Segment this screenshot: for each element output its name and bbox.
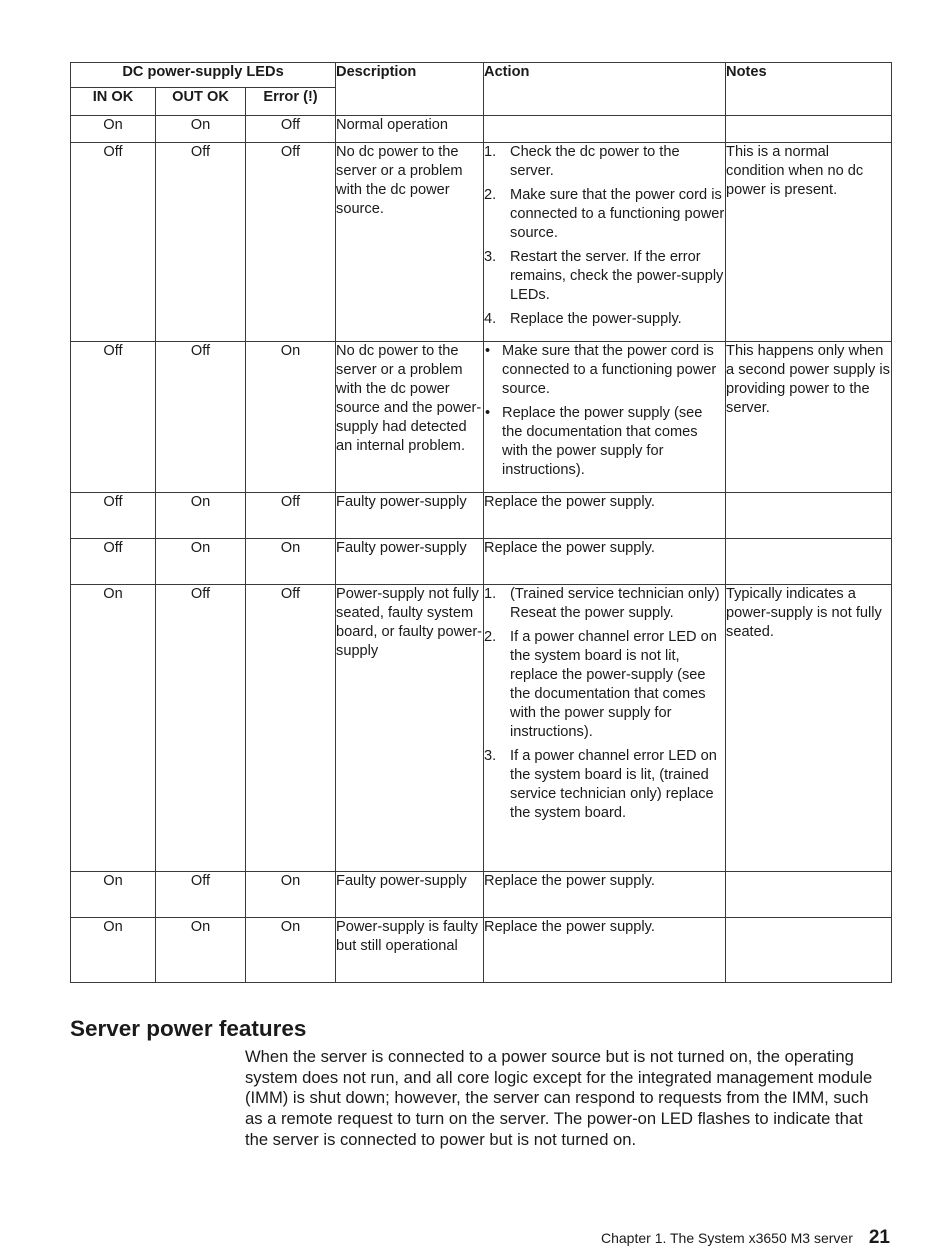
out-ok-cell: On [156, 116, 246, 143]
step-text: (Trained service technician only) Reseat the power supply. [510, 586, 720, 621]
notes-cell [726, 493, 892, 539]
description-cell: No dc power to the server or a problem with the dc power source. [336, 143, 484, 342]
error-cell: On [246, 539, 336, 585]
error-cell: On [246, 342, 336, 493]
table-row [71, 539, 892, 585]
in-ok-cell: On [71, 585, 156, 872]
in-ok-cell: On [71, 116, 156, 143]
action-step [484, 186, 725, 243]
action-bullet [484, 404, 725, 480]
step-text: Make sure that the power cord is connected to a functioning power source. [510, 187, 725, 241]
notes-cell [726, 918, 892, 983]
action-step [484, 747, 725, 823]
description-cell: Faulty power-supply [336, 493, 484, 539]
description-cell: Power-supply not fully seated, faulty system board, or faulty power-supply [336, 585, 484, 872]
action-cell [484, 342, 726, 493]
action-cell: Replace the power supply. [484, 539, 726, 585]
in-ok-cell: Off [71, 493, 156, 539]
in-ok-cell: On [71, 872, 156, 918]
step-text: If a power channel error LED on the system board is lit, (trained service technician only) replace the system board. [510, 748, 717, 821]
in-ok-header: IN OK [71, 88, 156, 116]
action-cell [484, 585, 726, 872]
description-cell: Normal operation [336, 116, 484, 143]
table-row [71, 918, 892, 983]
notes-cell [726, 539, 892, 585]
action-bullet [484, 342, 725, 399]
notes-cell [726, 872, 892, 918]
led-group-header: DC power-supply LEDs [71, 63, 336, 88]
table-row [71, 872, 892, 918]
in-ok-cell: Off [71, 342, 156, 493]
action-cell: Replace the power supply. [484, 918, 726, 983]
action-step [484, 143, 725, 181]
action-bullet-list [484, 342, 725, 480]
bullet-text: Replace the power supply (see the documentation that comes with the power supply for instructions). [502, 405, 703, 478]
out-ok-header: OUT OK [156, 88, 246, 116]
bullet-mark: • [485, 343, 491, 359]
bullet-text: Make sure that the power cord is connected to a functioning power source. [502, 343, 717, 397]
action-step [484, 248, 725, 305]
out-ok-cell: Off [156, 143, 246, 342]
description-cell: Faulty power-supply [336, 872, 484, 918]
notes-header: Notes [726, 63, 892, 116]
action-step [484, 585, 725, 623]
step-number: 1. [484, 586, 497, 602]
page-number: 21 [868, 1227, 890, 1248]
page-footer [601, 1226, 890, 1250]
out-ok-cell: Off [156, 872, 246, 918]
dc-power-supply-led-table [70, 62, 892, 983]
table-row [71, 585, 892, 872]
in-ok-cell: On [71, 918, 156, 983]
action-cell [484, 116, 726, 143]
section-body-paragraph: When the server is connected to a power source but is not turned on, the operating system does not run, and all core logic except for the integrated management module (IMM) is shut down; however, the server can respond to requests from the IMM, such as a remote request to turn on the server. The power-on LED flashes to indicate that the server is connected to power but is not turned on. [245, 1047, 873, 1149]
action-step [484, 310, 725, 329]
description-cell: Faulty power-supply [336, 539, 484, 585]
error-header: Error (!) [246, 88, 336, 116]
action-steps-list [484, 585, 725, 823]
action-cell: Replace the power supply. [484, 493, 726, 539]
description-cell: No dc power to the server or a problem with the dc power source and the power-supply had detected an internal problem. [336, 342, 484, 493]
step-number: 2. [484, 187, 497, 203]
action-cell: Replace the power supply. [484, 872, 726, 918]
out-ok-cell: Off [156, 342, 246, 493]
error-cell: On [246, 872, 336, 918]
step-text: Replace the power-supply. [510, 311, 682, 327]
step-number: 1. [484, 144, 497, 160]
step-number: 2. [484, 629, 497, 645]
error-cell: Off [246, 116, 336, 143]
action-cell [484, 143, 726, 342]
error-cell: Off [246, 493, 336, 539]
description-header: Description [336, 63, 484, 116]
table-row [71, 116, 892, 143]
step-number: 4. [484, 311, 497, 327]
notes-cell: Typically indicates a power-supply is not fully seated. [726, 585, 892, 872]
notes-cell [726, 116, 892, 143]
out-ok-cell: On [156, 539, 246, 585]
step-text: If a power channel error LED on the system board is not lit, replace the power-supply (see the documentation that comes with the power supply for instructions). [510, 629, 717, 740]
step-number: 3. [484, 249, 497, 265]
action-steps-list [484, 143, 725, 329]
out-ok-cell: On [156, 918, 246, 983]
in-ok-cell: Off [71, 143, 156, 342]
table-row [71, 143, 892, 342]
table-row [71, 493, 892, 539]
notes-cell: This is a normal condition when no dc power is present. [726, 143, 892, 342]
table-row [71, 342, 892, 493]
action-header: Action [484, 63, 726, 116]
error-cell: On [246, 918, 336, 983]
notes-cell: This happens only when a second power supply is providing power to the server. [726, 342, 892, 493]
error-cell: Off [246, 143, 336, 342]
out-ok-cell: On [156, 493, 246, 539]
action-step [484, 628, 725, 742]
error-cell: Off [246, 585, 336, 872]
step-text: Restart the server. If the error remains, check the power-supply LEDs. [510, 249, 724, 303]
section-title: Server power features [70, 1016, 307, 1041]
step-text: Check the dc power to the server. [510, 144, 680, 179]
step-number: 3. [484, 748, 497, 764]
chapter-label: Chapter 1. The System x3650 M3 server [601, 1230, 853, 1246]
description-cell: Power-supply is faulty but still operational [336, 918, 484, 983]
in-ok-cell: Off [71, 539, 156, 585]
out-ok-cell: Off [156, 585, 246, 872]
bullet-mark: • [485, 405, 491, 421]
